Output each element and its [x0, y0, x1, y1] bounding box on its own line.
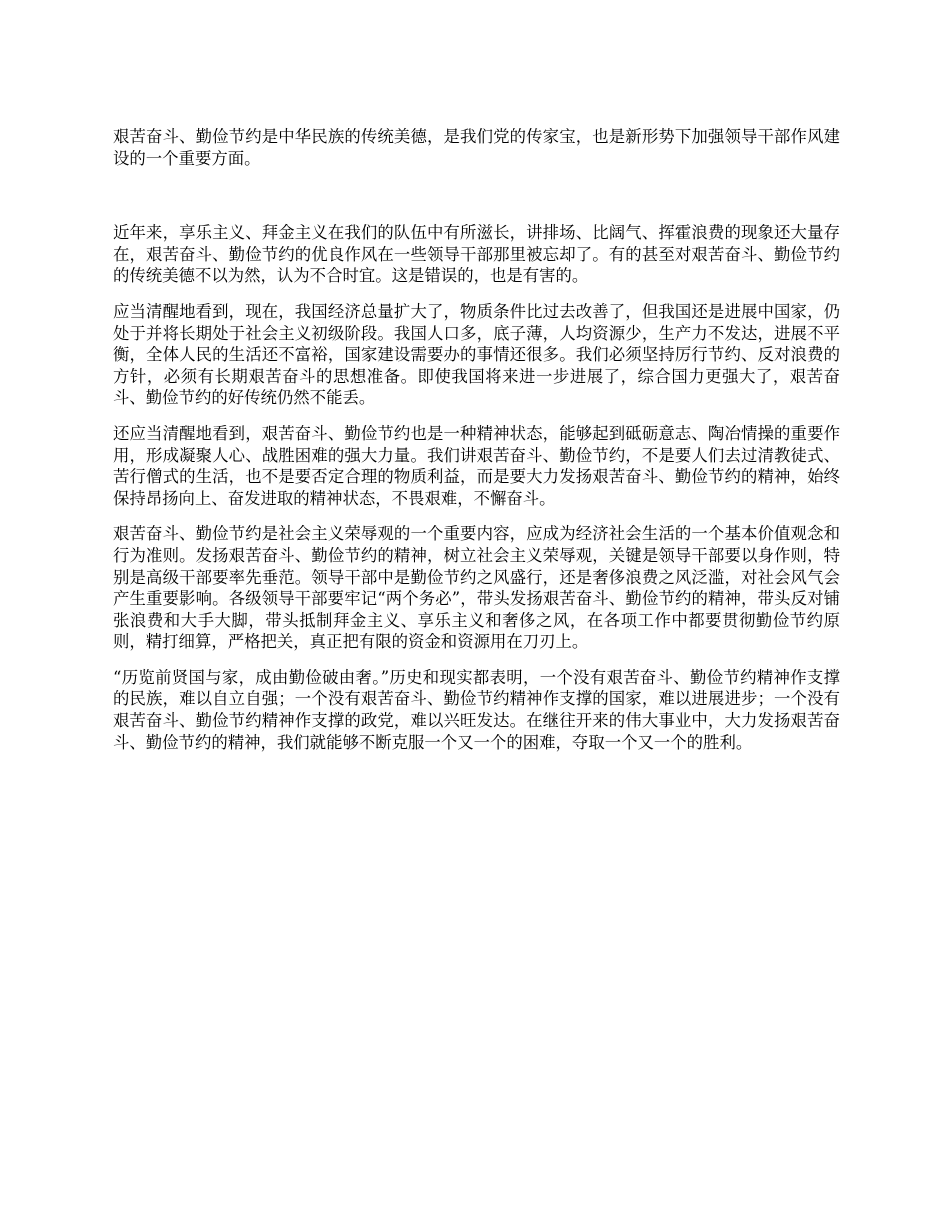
paragraph-intro: 艰苦奋斗、勤俭节约是中华民族的传统美德，是我们党的传家宝，也是新形势下加强领导干部作风建设的一个重要方面。	[113, 127, 840, 168]
document-body	[113, 126, 840, 767]
paragraph-4: 还应当清醒地看到，艰苦奋斗、勤俭节约也是一种精神状态，能够起到砥砺意志、陶冶情操的重要作用，形成凝聚人心、战胜困难的强大力量。我们讲艰苦奋斗、勤俭节约，不是要人们去过清教徒式、苦行僧式的生活，也不是要否定合理的物质利益，而是要大力发扬艰苦奋斗、勤俭节约的精神，始终保持昂扬向上、奋发进取的精神状态，不畏艰难，不懈奋斗。	[113, 423, 840, 508]
paragraph-6: “历览前贤国与家，成由勤俭破由奢。”历史和现实都表明，一个没有艰苦奋斗、勤俭节约精神作支撑的民族，难以自立自强；一个没有艰苦奋斗、勤俭节约精神作支撑的国家，难以进展进步；一个没有艰苦奋斗、勤俭节约精神作支撑的政党，难以兴旺发达。在继往开来的伟大事业中，大力发扬艰苦奋斗、勤俭节约的精神，我们就能够不断克服一个又一个的困难，夺取一个又一个的胜利。	[113, 667, 840, 752]
paragraph-2: 近年来，享乐主义、拜金主义在我们的队伍中有所滋长，讲排场、比阔气、挥霍浪费的现象还大量存在，艰苦奋斗、勤俭节约的优良作风在一些领导干部那里被忘却了。有的甚至对艰苦奋斗、勤俭节约的传统美德不以为然，认为不合时宜。这是错误的，也是有害的。	[113, 223, 840, 286]
paragraph-5: 艰苦奋斗、勤俭节约是社会主义荣辱观的一个重要内容，应成为经济社会生活的一个基本价值观念和行为准则。发扬艰苦奋斗、勤俭节约的精神，树立社会主义荣辱观，关键是领导干部要以身作则，特别是高级干部要率先垂范。领导干部中是勤俭节约之风盛行，还是奢侈浪费之风泛滥，对社会风气会产生重要影响。各级领导干部要牢记“两个务必”，带头发扬艰苦奋斗、勤俭节约的精神，带头反对铺张浪费和大手大脚，带头抵制拜金主义、享乐主义和奢侈之风，在各项工作中都要贯彻勤俭节约原则，精打细算，严格把关，真正把有限的资金和资源用在刀刃上。	[113, 524, 840, 652]
paragraph-3: 应当清醒地看到，现在，我国经济总量扩大了，物质条件比过去改善了，但我国还是进展中国家，仍处于并将长期处于社会主义初级阶段。我国人口多，底子薄，人均资源少，生产力不发达，进展不平衡，全体人民的生活还不富裕，国家建设需要办的事情还很多。我们必须坚持厉行节约、反对浪费的方针，必须有长期艰苦奋斗的思想准备。即使我国将来进一步进展了，综合国力更强大了，艰苦奋斗、勤俭节约的好传统仍然不能丢。	[113, 301, 840, 408]
